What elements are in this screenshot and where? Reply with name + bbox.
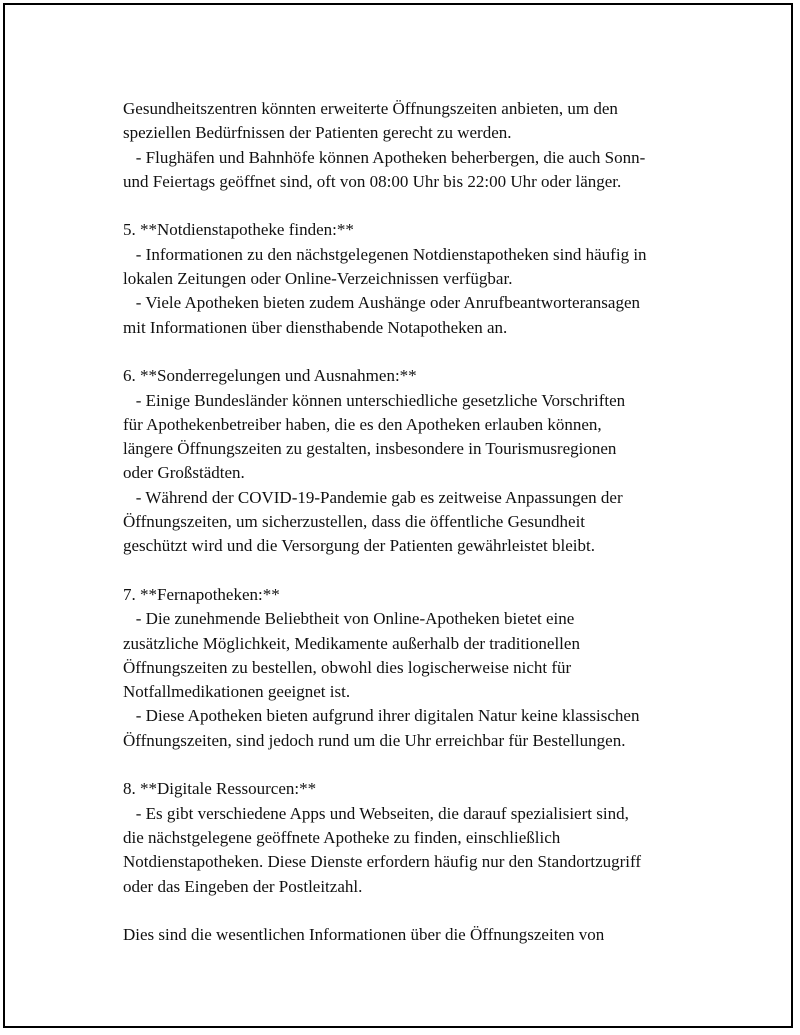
text-line: Gesundheitszentren könnten erweiterte Öffnungszeiten anbieten, um den: [123, 99, 618, 118]
page-frame: [3, 3, 793, 1028]
text-line: - Informationen zu den nächstgelegenen Notdienstapotheken sind häufig in: [123, 244, 647, 264]
text-line: Dies sind die wesentlichen Informationen über die Öffnungszeiten von: [123, 925, 605, 945]
text-line: 5. **Notdienstapotheke finden:**: [123, 220, 354, 240]
text-line: - Während der COVID-19-Pandemie gab es zeitweise Anpassungen der: [123, 487, 623, 507]
blank-line: [123, 753, 703, 777]
text-line: mit Informationen über diensthabende Notapotheken an.: [123, 317, 508, 337]
text-line: - Diese Apotheken bieten aufgrund ihrer digitalen Natur keine klassischen: [123, 706, 640, 726]
text-line: 7. **Fernapotheken:**: [123, 584, 280, 604]
blank-line: [123, 194, 703, 218]
text-line: oder Großstädten.: [123, 463, 245, 483]
text-line: längere Öffnungszeiten zu gestalten, insbesondere in Tourismusregionen: [123, 439, 617, 459]
text-line: die nächstgelegene geöffnete Apotheke zu finden, einschließlich: [123, 827, 561, 847]
text-line: 6. **Sonderregelungen und Ausnahmen:**: [123, 366, 417, 386]
text-line: Öffnungszeiten, um sicherzustellen, dass die öffentliche Gesundheit: [123, 512, 586, 532]
text-line: oder das Eingeben der Postleitzahl.: [123, 876, 363, 896]
text-line: speziellen Bedürfnissen der Patienten gerecht zu werden.: [123, 123, 512, 143]
text-line: für Apothekenbetreiber haben, die es den Apotheken erlauben können,: [123, 414, 602, 434]
text-line: lokalen Zeitungen oder Online-Verzeichnissen verfügbar.: [123, 269, 513, 289]
text-line: - Flughäfen und Bahnhöfe können Apotheken beherbergen, die auch Sonn-: [123, 147, 646, 167]
text-line: Öffnungszeiten zu bestellen, obwohl dies logischerweise nicht für: [123, 657, 572, 677]
text-line: 8. **Digitale Ressourcen:**: [123, 779, 317, 799]
text-line: geschützt wird und die Versorgung der Patienten gewährleistet bleibt.: [123, 536, 595, 556]
text-line: Öffnungszeiten, sind jedoch rund um die Uhr erreichbar für Bestellungen.: [123, 730, 626, 750]
text-line: - Die zunehmende Beliebtheit von Online-Apotheken bietet eine: [123, 609, 575, 629]
text-line: und Feiertags geöffnet sind, oft von 08:00 Uhr bis 22:00 Uhr oder länger.: [123, 171, 622, 191]
blank-line: [123, 559, 703, 583]
text-line: - Einige Bundesländer können unterschiedliche gesetzliche Vorschriften: [123, 390, 626, 410]
blank-line: [123, 899, 703, 923]
text-line: Notdienstapotheken. Diese Dienste erfordern häufig nur den Standortzugriff: [123, 852, 642, 872]
text-line: zusätzliche Möglichkeit, Medikamente außerhalb der traditionellen: [123, 633, 580, 653]
text-line: - Es gibt verschiedene Apps und Webseiten, die darauf spezialisiert sind,: [123, 803, 629, 823]
blank-line: [123, 340, 703, 364]
text-line: - Viele Apotheken bieten zudem Aushänge oder Anrufbeantworteransagen: [123, 293, 640, 313]
text-line: Notfallmedikationen geeignet ist.: [123, 682, 351, 702]
document-body: [123, 97, 703, 947]
